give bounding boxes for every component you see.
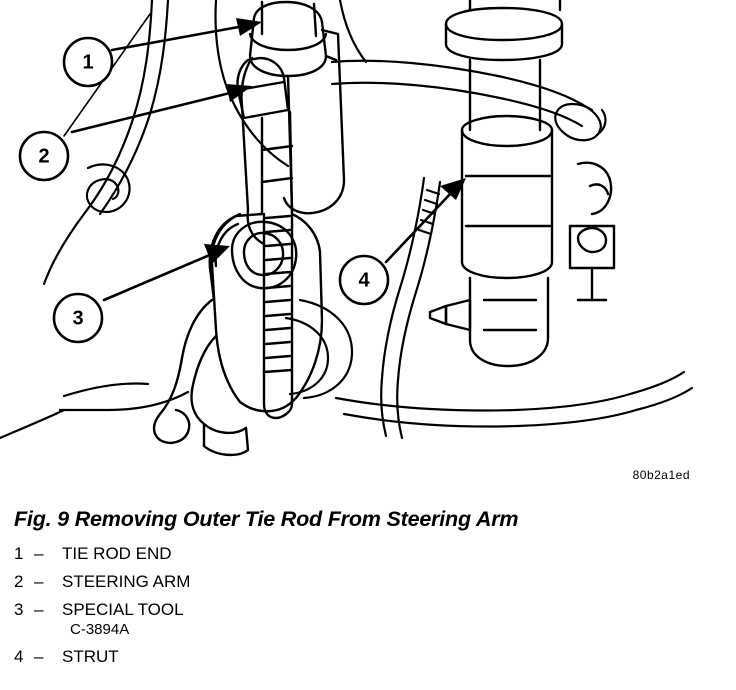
legend-item-3-number: 3 bbox=[14, 600, 24, 619]
figure-caption: Fig. 9 Removing Outer Tie Rod From Steering Arm bbox=[14, 507, 519, 531]
callout-marker-3 bbox=[54, 294, 102, 342]
legend-item-2 bbox=[14, 571, 714, 592]
legend-item-4-dash: – bbox=[34, 647, 44, 666]
legend-item-2-number: 2 bbox=[14, 572, 24, 591]
callout-marker-3-text: 3 bbox=[72, 307, 84, 330]
legend-item-1-number: 1 bbox=[14, 544, 24, 563]
callout-marker-2-text: 2 bbox=[38, 145, 50, 168]
legend-item-2-dash: – bbox=[34, 572, 44, 591]
callout-marker-4-text: 4 bbox=[358, 269, 370, 292]
legend-item-1-label: TIE ROD END bbox=[62, 544, 172, 563]
callout-marker-1 bbox=[64, 38, 112, 86]
legend-item-3-label-group bbox=[62, 599, 714, 639]
legend-item-1 bbox=[14, 543, 714, 564]
steering-knuckle-and-tie-rod bbox=[154, 2, 344, 455]
legend-item-1-dash: – bbox=[34, 544, 44, 563]
legend-item-4-number: 4 bbox=[14, 647, 24, 666]
callout-marker-4 bbox=[340, 256, 388, 304]
legend-item-3-dash: – bbox=[34, 600, 44, 619]
figure-legend bbox=[14, 543, 714, 674]
legend-item-3-sublabel: C-3894A bbox=[70, 621, 130, 638]
legend-item-3-label: SPECIAL TOOL bbox=[62, 600, 184, 619]
legend-item-4-label: STRUT bbox=[62, 647, 119, 666]
callout-marker-1-text: 1 bbox=[82, 51, 94, 74]
callout-marker-2 bbox=[20, 132, 68, 180]
legend-item-2-label: STEERING ARM bbox=[62, 572, 191, 591]
legend-item-3 bbox=[14, 599, 714, 639]
figure-part-code: 80b2a1ed bbox=[632, 468, 690, 482]
legend-item-4 bbox=[14, 646, 714, 667]
